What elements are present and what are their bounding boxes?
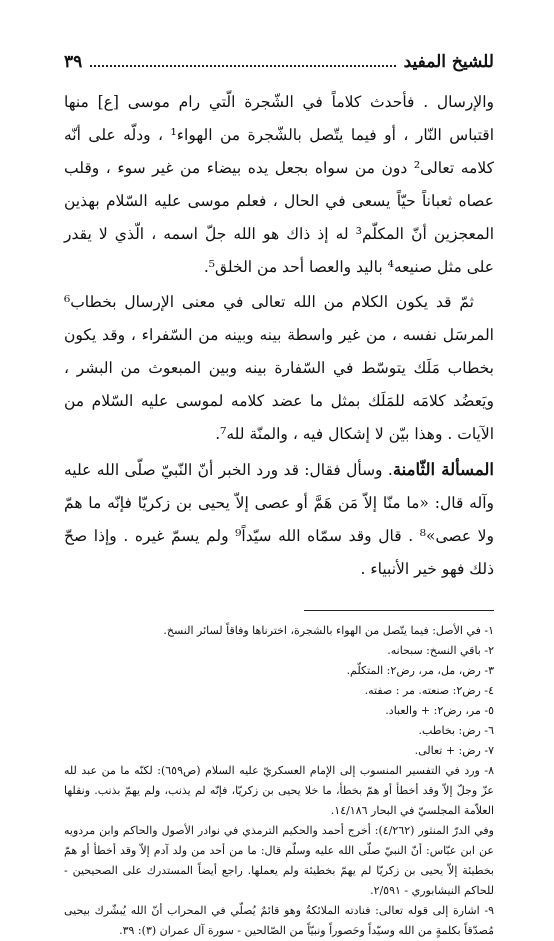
footnote-3: ٣- رض، مل، مر، رض٢: المتكلّم. <box>346 664 494 677</box>
main-text <box>64 86 494 586</box>
question-heading: المسألة الثّامنة <box>392 460 495 479</box>
footnote-5: ٥- مر، رض٢: + والعباد. <box>385 704 494 717</box>
page-number: ٣٩ <box>64 52 83 72</box>
paragraph-2: ثمّ قد يكون الكلام من الله تعالى في معنى الإرسال بخطاب⁶ المرسَل نفسه ، من غير واسطة بينه وبينه من السّفراء ، وقد يكون بخطاب مَلَك يتوسّط في السّفارة بينه وبين المبعوث من البشر ، ويَعضُد كلامَه للمَلَك بمثل ما عضد كلامه لموسى عليه السّلام من الآيات . وهذا بيّن لا إشكال فيه ، والمنّة لله⁷. <box>64 293 494 443</box>
footnote-separator <box>304 610 494 611</box>
footnote-9: ٩- اشارة إلى قوله تعالى: فنادته الملائكةُ وهو قائمٌ يُصلّي في المحراب أنّ الله يُبشّرك بيحيى مُصدّقاً بكلمةٍ من الله وسيّداً وحَصوراً ونبيّاً من الصّالحين - سورة آل عمران (٣): ٣٩. <box>64 904 494 937</box>
footnotes <box>64 621 494 941</box>
running-header <box>64 52 494 72</box>
paragraph-3 <box>64 453 494 586</box>
header-dot-leader <box>90 65 395 67</box>
footnote-8-continued: وفي الدرّ المنثور (٤/٢٦٢): أخرج أحمد والحكيم الترمذي في نوادر الأصول والحاكم وابن مردويه عن ابن عبّاس: أنّ النبيّ صلّى الله عليه وسلّم قال: ما من أحد من ولد آدم إلاّ وقد أخطأ أو همّ بخطيئة إلاّ يحيى بن زكريّا لم يهمّ بخطيئة ولم يعملها. راجع أيضاً المستدرك على الصحيحين - للحاكم النيشابوري - ٢/٥٩١. <box>64 824 494 897</box>
footnote-8: ٨- ورد في التفسير المنسوب إلى الإمام العسكريّ عليه السلام (ص٦٥٩): لكنّه ما من عبد لله عزّ وجلّ إلاّ وقد أخطأ أو همّ بخطأ، ما خلا يحيى بن زكريّا، فإنّه لم يذنب، ولم يهمّ بذنب. ونقلها العلاّمة المجلسيّ في البحار ١٤/١٨٦. <box>64 764 494 817</box>
footnote-2: ٢- باقي النسخ: سبحانه. <box>387 644 494 657</box>
header-title: للشيخ المفيد <box>403 52 494 72</box>
paragraph-3-text: . وسأل فقال: قد ورد الخبر أنّ النّبيّ صلّى الله عليه وآله قال: «ما منّا إلاّ مَن هَمَّ أو عصى إلاّ يحيى بن زكريّا فإنّه ما همّ ولا عصى»⁸ . قال وقد سمّاه الله سيّداً⁹ ولم يسمّ غيره . وإذا صحّ ذلك فهو خير الأنبياء . <box>64 461 494 578</box>
paragraph-1: والإرسال . فأحدث كلاماً في الشّجرة الّتي رام موسى [ع] منها اقتباس النّار ، أو فيما يتّصل بالشّجرة من الهواء¹ ، ودلّه على أنّه كلامه تعالى² دون من سواه بجعل يده بيضاء من غير سوء ، وقلب عصاه ثعباناً حيّاً يسعى في الحال ، فعلم موسى عليه السّلام بهذين المعجزين أنّ المكلّم³ له إذ ذاك هو الله جلّ اسمه ، الّذي لا يقدر على مثل صنيعه⁴ باليد والعصا أحد من الخلق⁵. <box>64 93 495 276</box>
footnote-4: ٤- رض٢: صنعته. مر : صفته. <box>364 684 494 697</box>
footnote-7: ٧- رض: + تعالى. <box>414 744 494 757</box>
footnote-6: ٦- رض: بخاطب. <box>418 724 494 737</box>
footnote-1: ١- في الأصل: فيما يتّصل من الهواء بالشجرة، اخترناها وفاقاً لسائر النسخ. <box>163 624 494 637</box>
